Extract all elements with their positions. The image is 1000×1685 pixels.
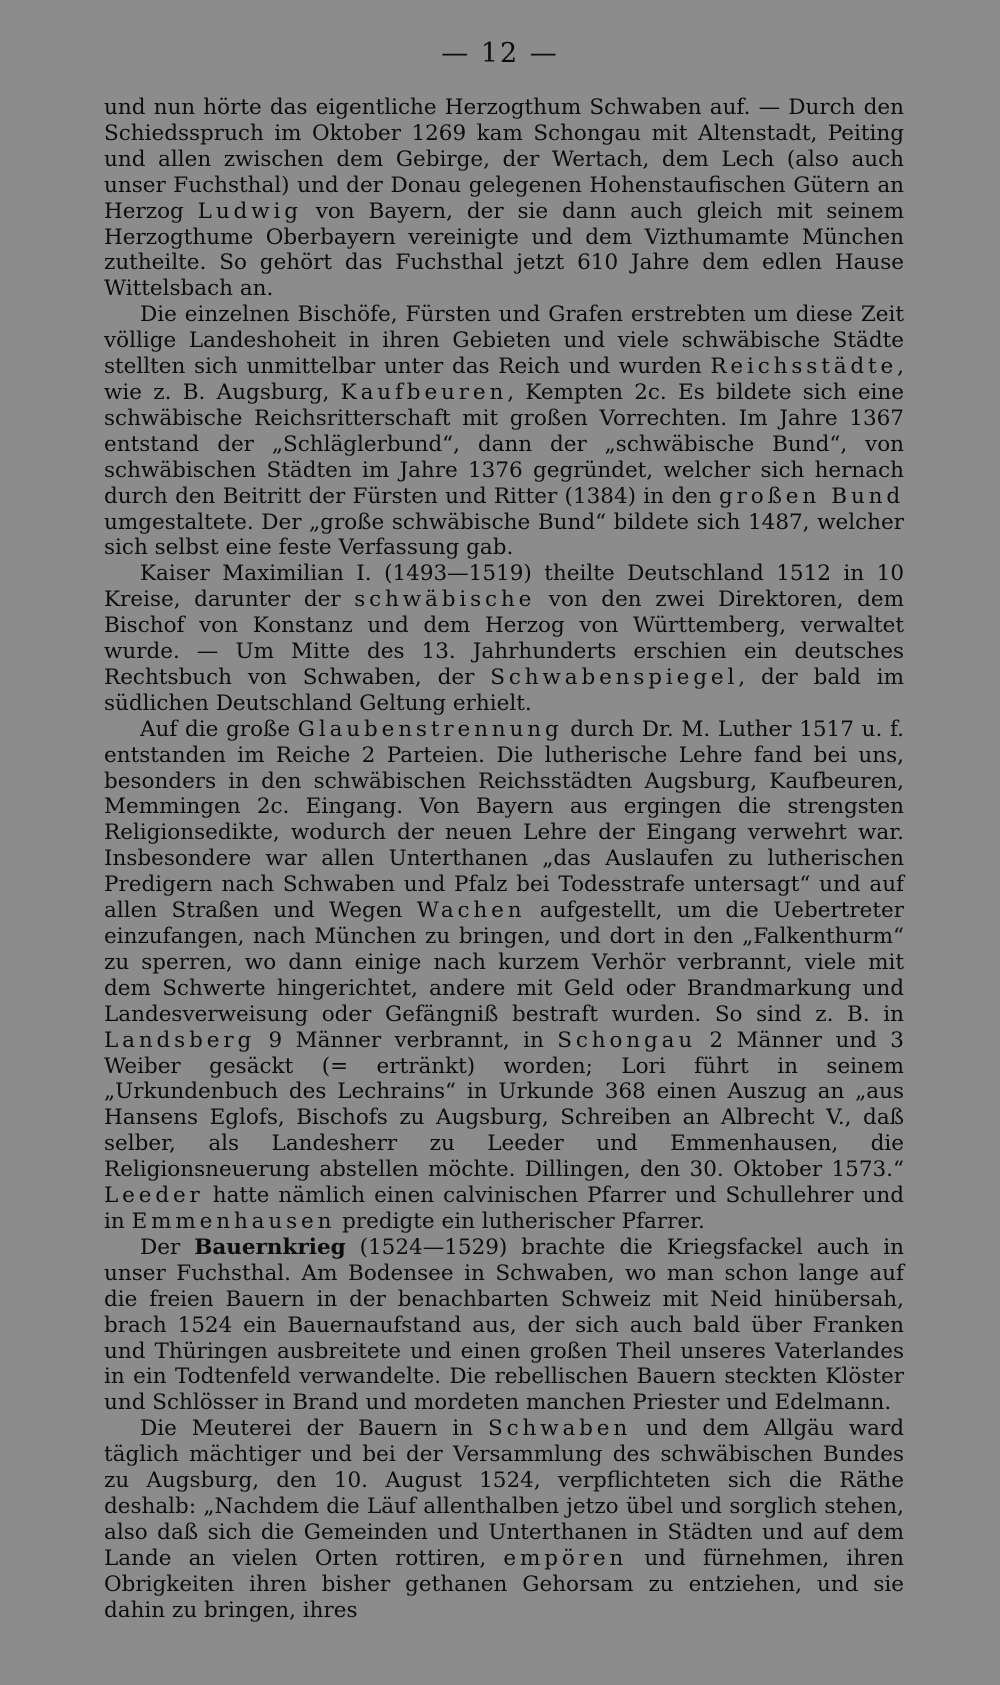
spaced-emphasis: Leeder: [104, 1183, 204, 1209]
text-segment: (1524—1529) brachte die Kriegsfackel auch in unser Fuchsthal. Am Bodensee in Schwaben, wo man schon lange auf die freien Bauern in der benachbarten Schweiz mit Neid hinübersah, brach 1524 ein Bauernaufstand aus, der sich auch bald über Franken und Thüringen ausbreitete und einen großen Theil unseres Vaterlandes in ein Todtenfeld verwandelte. Die rebellischen Bauern steckten Klöster und Schlösser in Brand und mordeten manchen Priester und Edelmann.: [104, 1234, 904, 1416]
text-segment: , der bald im südlichen Deutschland Geltung erhielt.: [104, 664, 904, 716]
spaced-emphasis: Glaubenstrennung: [297, 716, 563, 742]
text-segment: und nun hörte das eigentliche Herzogthum Schwaben auf. — Durch den Schiedsspruch im Oktober 1269 kam Schongau mit Altenstadt, Peiting und allen zwischen dem Gebirge, der Wertach, dem Lech (also auch unser Fuchsthal) und der Donau gelegenen Hohenstaufischen Gütern an Herzog: [104, 95, 904, 224]
spaced-emphasis: großen Bund: [718, 483, 905, 509]
paragraph: [104, 717, 904, 1235]
spaced-emphasis: Reichsstädte: [710, 354, 898, 380]
text-segment: umgestaltete. Der „große schwäbische Bund“ bildete sich 1487, welcher sich selbst eine feste Verfassung gab.: [104, 509, 904, 561]
spaced-emphasis: Kaufbeuren: [340, 379, 508, 405]
text-segment: von Bayern, der sie dann auch gleich mit seinem Herzogthume Oberbayern vereinigte und dem Vizthumamte München zutheilte. So gehört das Fuchsthal jetzt 610 Jahre dem edlen Hause Wittelsbach an.: [104, 198, 904, 302]
text-segment: und dem Allgäu ward täglich mächtiger und bei der Versammlung des schwäbischen Bundes zu Augsburg, den 10. August 1524, verpflichteten sich die Räthe deshalb: „Nachdem die Läuf allenthalben jetzo übel und sorglich stehen, also daß sich die Gemeinden und Unterthanen in Städten und auf dem Lande an vielen Orten rottiren,: [104, 1416, 905, 1571]
spaced-emphasis: Schwabenspiegel: [490, 664, 739, 690]
text-segment: 2 Männer und 3 Weiber gesäckt (= ertränkt) worden; Lori führt in seinem „Urkundenbuch des Lechrains“ in Urkunde 368 einen Auszug an „aus Hansens Eglofs, Bischofs zu Augsburg, Schreiben an Albrecht V., daß selber, als Landesherr zu Leeder und Emmenhausen, die Religionsneuerung abstellen möchte. Dillingen, den 30. Oktober 1573.“: [104, 1027, 904, 1183]
text-segment: aufgestellt, um die Uebertreter einzufangen, nach München zu bringen, und dort in den „Falkenthurm“ zu sperren, wo dann einige nach kurzem Verhör verbrannt, viele mit dem Schwerte hingerichtet, andere mit Geld oder Brandmarkung und Landesverweisung oder Gefängniß bestraft wurden. So sind z. B. in: [104, 898, 904, 1027]
text-segment: durch Dr. M. Luther 1517 u. f. entstanden im Reiche 2 Parteien. Die lutherische Lehre fand bei uns, besonders in den schwäbischen Reichsstädten Augsburg, Kaufbeuren, Memmingen 2c. Eingang. Von Bayern aus ergingen die strengsten Religionsedikte, wodurch der neuen Lehre der Eingang verwehrt war. Insbesondere war allen Unterthanen „das Auslaufen zu lutherischen Predigern nach Schwaben und Pfalz bei Todesstrafe untersagt“ und auf allen Straßen und Wegen: [104, 716, 904, 924]
spaced-emphasis: Schongau: [557, 1027, 697, 1053]
text-segment: Auf die große: [140, 716, 298, 742]
paragraph: [104, 1416, 904, 1623]
text-segment: , Kempten 2c. Es bildete sich eine schwäbische Reichsritterschaft mit großen Vorrechten. Im Jahre 1367 entstand der „Schläglerbund“, dann der „schwäbische Bund“, von schwäbischen Städten im Jahre 1376 gegründet, welcher sich hernach durch den Beitritt der Fürsten und Ritter (1384) in den: [104, 379, 904, 509]
text-segment: 9 Männer verbrannt, in: [255, 1027, 558, 1053]
bold-emphasis: Bauernkrieg: [194, 1234, 346, 1260]
spaced-emphasis: schwäbische: [354, 587, 536, 613]
paragraph: [104, 302, 904, 561]
text-body: [104, 95, 904, 1623]
text-segment: und fürnehmen, ihren Obrigkeiten ihren bisher gethanen Gehorsam zu entziehen, und sie dahin zu bringen, ihres: [104, 1545, 904, 1623]
text-segment: Die Meuterei der Bauern in: [140, 1416, 488, 1442]
text-segment: Der: [140, 1234, 195, 1260]
text-segment: predigte ein lutherischer Pfarrer.: [335, 1208, 705, 1234]
paragraph: [104, 1235, 904, 1416]
spaced-emphasis: Landsberg: [104, 1027, 256, 1053]
text-segment: , wie z. B. Augsburg,: [104, 354, 904, 405]
spaced-emphasis: Schwaben: [487, 1416, 632, 1442]
spaced-emphasis: Wachen: [416, 898, 526, 924]
paragraph: [104, 561, 904, 716]
spaced-emphasis: empören: [503, 1545, 628, 1571]
text-segment: Kaiser Maximilian I. (1493—1519) theilte Deutschland 1512 in 10 Kreise, darunter der: [104, 561, 904, 613]
text-segment: Die einzelnen Bischöfe, Fürsten und Grafen erstrebten um diese Zeit völlige Landeshoheit in ihren Gebieten und viele schwäbische Städte stellten sich unmittelbar unter das Reich und wurden: [104, 302, 904, 380]
spaced-emphasis: Emmenhausen: [131, 1208, 336, 1234]
spaced-emphasis: Ludwig: [197, 198, 302, 224]
paragraph: [104, 95, 904, 302]
text-segment: von den zwei Direktoren, dem Bischof von Konstanz und dem Herzog von Württemberg, verwaltet wurde. — Um Mitte des 13. Jahrhunderts erschien ein deutsches Rechtsbuch von Schwaben, der: [104, 587, 904, 690]
text-segment: hatte nämlich einen calvinischen Pfarrer und Schullehrer und in: [104, 1183, 904, 1234]
page-number: — 12 —: [441, 38, 559, 69]
